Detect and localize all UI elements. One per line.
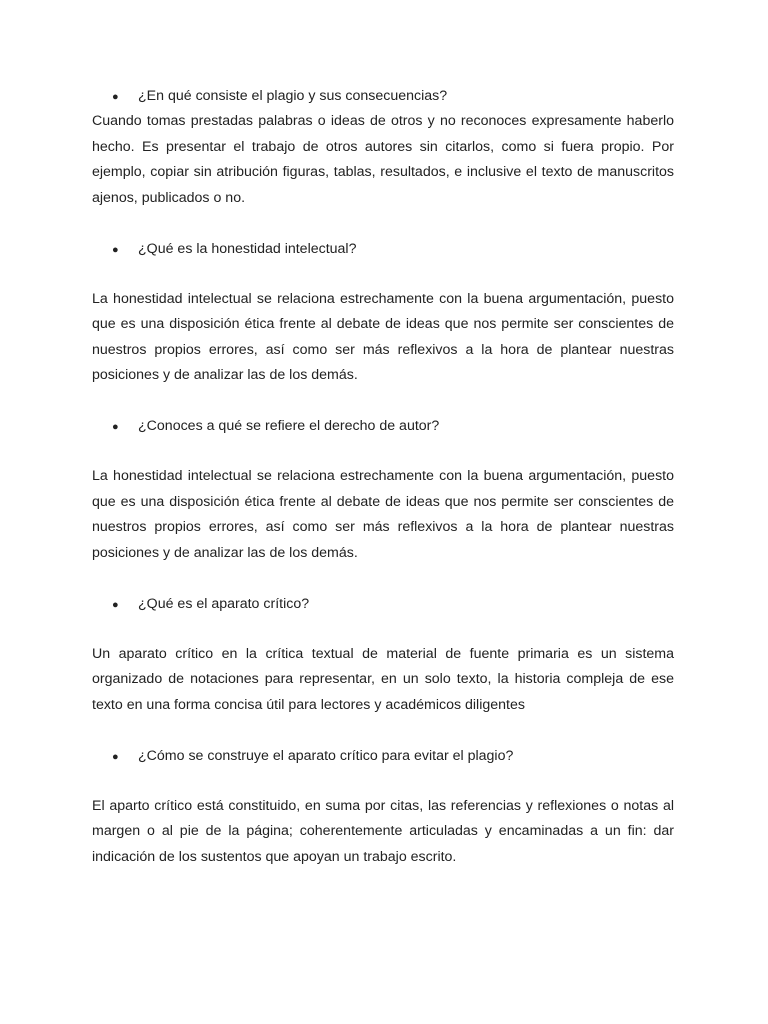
answer-paragraph: Un aparato crítico en la crítica textual de material de fuente primaria es un sistema organizado de notaciones para representar, en un solo texto, la historia compleja de ese texto en una forma concisa útil para lectores y académicos diligentes [92,645,674,713]
qa-section-plagio [92,84,674,211]
question-text: ¿Qué es la honestidad intelectual? [138,240,357,257]
qa-section-derecho-autor [92,414,674,566]
question-text: ¿Cómo se construye el aparato crítico para evitar el plagio? [138,747,514,764]
question-item [92,84,674,109]
qa-section-aparato-critico [92,592,674,719]
qa-section-construccion [92,744,674,871]
qa-section-honestidad [92,237,674,389]
answer-paragraph: La honestidad intelectual se relaciona estrechamente con la buena argumentación, puesto que es una disposición ética frente al debate de ideas que nos permite ser conscientes de nuestros propios errores, así como ser más reflexivos a la hora de plantear nuestras posiciones y de analizar las de los demás. [92,468,674,561]
bullet-icon: ● [112,243,119,256]
question-text: ¿Conoces a qué se refiere el derecho de autor? [138,418,440,434]
question-item [92,744,674,769]
answer-paragraph: La honestidad intelectual se relaciona estrechamente con la buena argumentación, puesto que es una disposición ética frente al debate de ideas que nos permite ser conscientes de nuestros propios errores, así como ser más reflexivos a la hora de plantear nuestras posiciones y de analizar las de los demás. [92,290,674,383]
document-page [92,84,674,870]
question-item [92,414,674,439]
bullet-icon: ● [112,91,119,103]
answer-paragraph: El aparto crítico está constituido, en suma por citas, las referencias y reflexiones o notas al margen o al pie de la página; coherentemente articuladas y encaminadas a un fin: dar indicación de los sustentos que apoyan un trabajo escrito. [92,797,674,865]
question-text: ¿En qué consiste el plagio y sus consecuencias? [138,88,448,104]
bullet-icon: ● [112,598,119,611]
bullet-icon: ● [112,421,119,433]
question-item [92,237,674,262]
question-item [92,592,674,617]
bullet-icon: ● [112,750,119,763]
answer-paragraph: Cuando tomas prestadas palabras o ideas de otros y no reconoces expresamente haberlo hecho. Es presentar el trabajo de otros autores sin citarlos, como si fuera propio. Por ejemplo, copiar sin atribución figuras, tablas, resultados, e inclusive el texto de manuscritos ajenos, publicados o no. [92,113,674,206]
question-text: ¿Qué es el aparato crítico? [138,595,310,612]
